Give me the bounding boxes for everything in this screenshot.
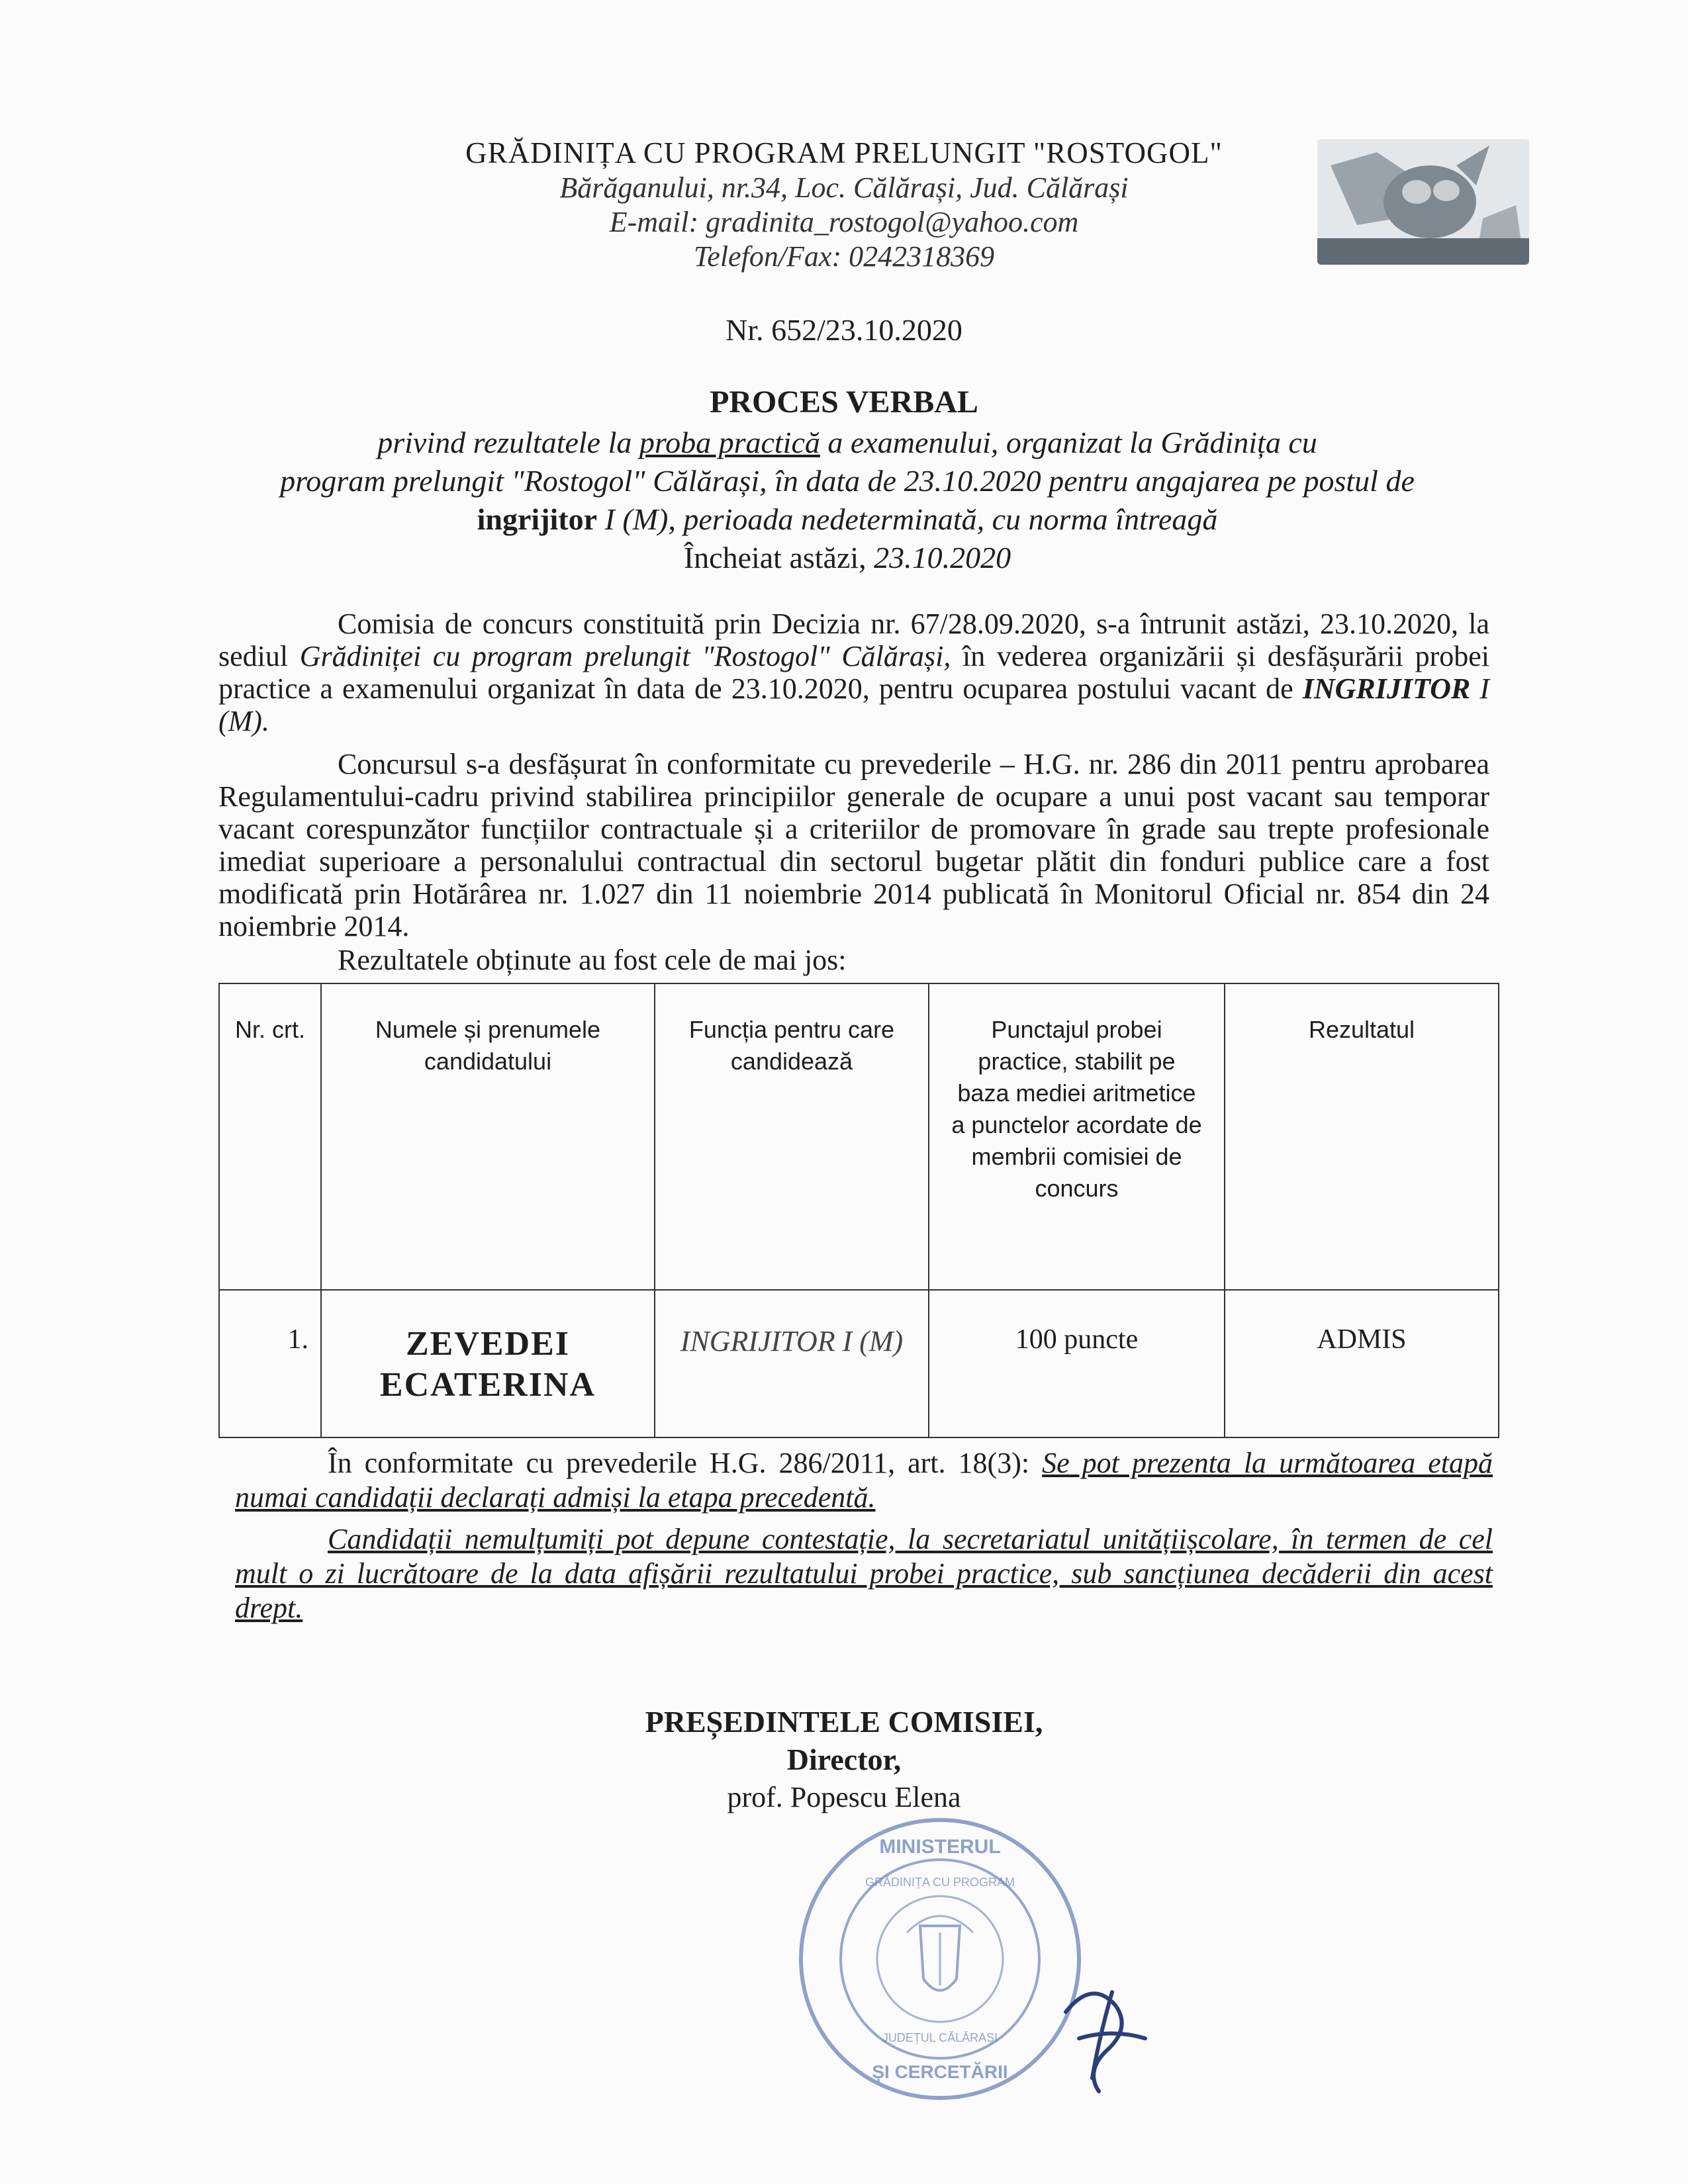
header-score: Punctajul probei practice, stabilit pe baza mediei aritmetice a punctelor acordate de membrii comisiei de concurs [929, 983, 1225, 1290]
candidate-firstname: ECATERINA [379, 1366, 596, 1404]
official-stamp [794, 1813, 1086, 2105]
results-table [218, 983, 1499, 1438]
page-title: PROCES VERBAL [710, 385, 978, 420]
signature-position: Director, [786, 1743, 902, 1776]
row-function: INGRIJITOR I (M) [655, 1290, 929, 1437]
signature-role: PREȘEDINTELE COMISIEI, [645, 1705, 1043, 1739]
svg-text:ȘI CERCETĂRII: ȘI CERCETĂRII [872, 2062, 1008, 2082]
row-nr: 1. [219, 1290, 321, 1437]
paragraph-results-intro: Rezultatele obținute au fost cele de mai jos: [338, 944, 847, 976]
document-number: Nr. 652/23.10.2020 [726, 313, 962, 347]
intro-line-3: ingrijitor I (M), perioada nedeterminată, cu norma întreagă [477, 502, 1218, 536]
handwritten-signature [1053, 1966, 1158, 2098]
header-function: Funcția pentru care candidează [655, 983, 929, 1290]
paragraph-legal-basis: Concursul s-a desfășurat în conformitate cu prevederile – H.G. nr. 286 din 2011 pentru aprobarea Regulamentului-cadru privind stabilirea principiilor generale de ocupare a unui post vacant sau temporar vacant corespunzător funcțiilor contractuale și a criteriilor de promovare în grade sau trepte profesionale imediat superioare a personalului contractual din sectorul bugetar plătit din fonduri publice care a fost modificată prin Hotărârea nr. 1.027 din 11 noiembrie 2014 publicată în Monitorul Oficial nr. 854 din 24 noiembrie 2014. [218, 748, 1489, 942]
note-appeal: Candidații nemulțumiți pot depune contestație, la secretariatul unitățiișcolare, în termen de cel mult o zi lucrătoare de la data afișării rezultatului probei practice, sub sancțiunea decăderii din acest drept. [235, 1523, 1493, 1624]
svg-text:GRĂDINIȚA CU PROGRAM: GRĂDINIȚA CU PROGRAM [865, 1876, 1015, 1889]
institution-phone: Telefon/Fax: 0242318369 [693, 240, 995, 273]
header-result: Rezultatul [1225, 983, 1499, 1290]
header-nr: Nr. crt. [219, 983, 321, 1290]
institution-name: GRĂDINIȚA CU PROGRAM PRELUNGIT "ROSTOGOL" [465, 136, 1223, 169]
table-row [219, 1290, 1499, 1437]
institution-email: E-mail: gradinita_rostogol@yahoo.com [609, 206, 1079, 238]
candidate-surname: ZEVEDEI [405, 1325, 571, 1363]
kindergarten-logo-image [1317, 139, 1529, 265]
paragraph-commission: Comisia de concurs constituită prin Decizia nr. 67/28.09.2020, s-a întrunit astăzi, 23.10.2020, la sediul Grădiniței cu program prelungit "Rostogol" Călărași, în vederea organizării și desfășurării probei practice a examenului organizat în data de 23.10.2020, pentru ocuparea postului vacant de INGRIJITOR I (M). [218, 608, 1490, 737]
table-header-row [219, 983, 1499, 1290]
row-result: ADMIS [1225, 1290, 1499, 1437]
intro-line-1: privind rezultatele la proba practică a examenului, organizat la Grădinița cu [377, 426, 1317, 459]
signature-name: prof. Popescu Elena [727, 1781, 961, 1813]
svg-text:MINISTERUL: MINISTERUL [879, 1836, 1001, 1858]
institution-address: Bărăganului, nr.34, Loc. Călărași, Jud. Călărași [559, 171, 1129, 204]
concluded-date: Încheiat astăzi, 23.10.2020 [683, 541, 1011, 574]
row-score: 100 puncte [929, 1290, 1225, 1437]
note-regulation: În conformitate cu prevederile H.G. 286/2011, art. 18(3): Se pot prezenta la următoarea etapă numai candidații declarați admiși la etapa precedentă. [235, 1447, 1493, 1514]
intro-line-2: program prelungit "Rostogol" Călărași, în data de 23.10.2020 pentru angajarea pe postul de [280, 464, 1415, 498]
row-candidate-name [321, 1290, 655, 1437]
header-name: Numele și prenumele candidatului [321, 983, 655, 1290]
svg-text:JUDEȚUL CĂLĂRAȘI: JUDEȚUL CĂLĂRAȘI [882, 2031, 998, 2044]
